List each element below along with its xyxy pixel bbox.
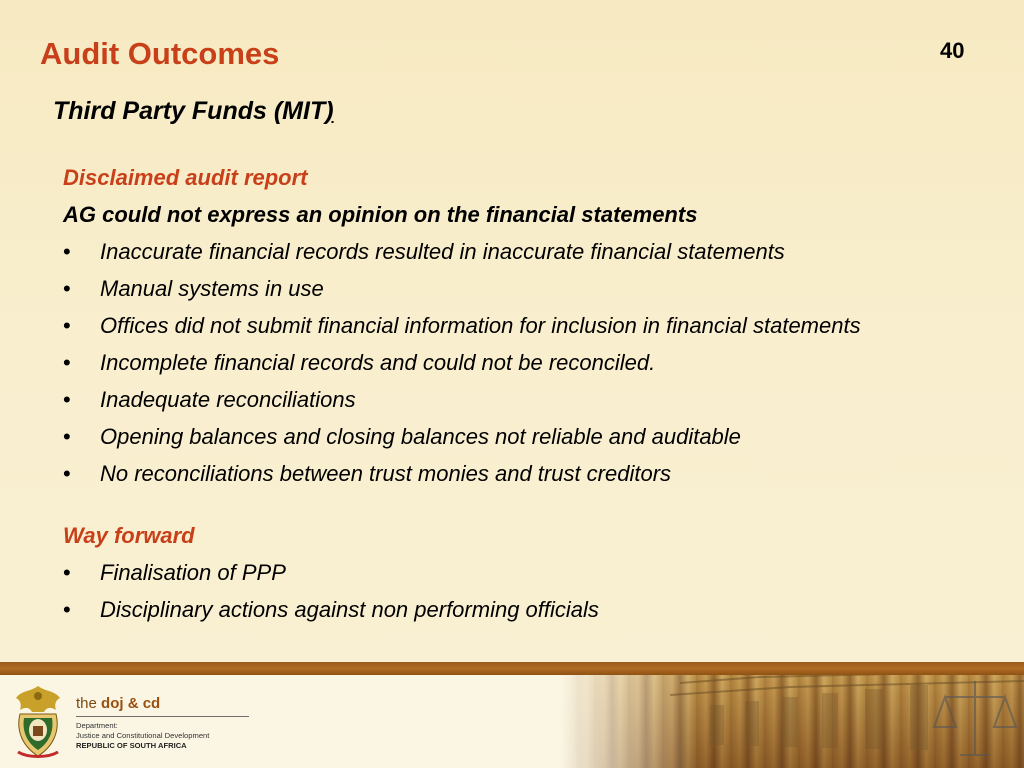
slide-subtitle bbox=[53, 97, 334, 126]
list-item bbox=[63, 312, 971, 339]
bullet-icon: • bbox=[63, 424, 71, 449]
bullet-icon: • bbox=[63, 313, 71, 338]
brand-wordmark bbox=[76, 695, 160, 712]
subtitle-text: Third Party Funds (MIT bbox=[53, 97, 326, 125]
bullet-icon: • bbox=[63, 461, 71, 486]
findings-list bbox=[63, 238, 971, 487]
coat-of-arms-icon bbox=[10, 684, 66, 760]
audit-statement: AG could not express an opinion on the financial statements bbox=[63, 202, 698, 227]
brand-divider bbox=[76, 716, 249, 717]
footer-divider bbox=[0, 662, 1024, 675]
list-item-text: Inaccurate financial records resulted in inaccurate financial statements bbox=[100, 239, 785, 264]
building-illustration bbox=[560, 675, 1024, 768]
bullet-icon: • bbox=[63, 350, 71, 375]
department-details bbox=[76, 721, 209, 751]
country-name: REPUBLIC OF SOUTH AFRICA bbox=[76, 741, 187, 750]
list-item-text: Opening balances and closing balances not reliable and auditable bbox=[100, 424, 741, 449]
scales-of-justice-icon bbox=[934, 681, 1016, 755]
way-forward-list bbox=[63, 559, 971, 623]
list-item bbox=[63, 275, 971, 302]
list-item bbox=[63, 460, 971, 487]
list-item bbox=[63, 238, 971, 265]
slide-content bbox=[63, 164, 971, 633]
list-item bbox=[63, 386, 971, 413]
dept-label: Department: bbox=[76, 721, 118, 730]
list-item bbox=[63, 349, 971, 376]
building-photo bbox=[560, 675, 1024, 768]
page-title: Audit Outcomes bbox=[40, 36, 280, 71]
section-heading-way-forward: Way forward bbox=[63, 523, 195, 548]
list-item bbox=[63, 559, 971, 586]
list-item-text: Inadequate reconciliations bbox=[100, 387, 356, 412]
page-number: 40 bbox=[940, 38, 965, 63]
bullet-icon: • bbox=[63, 560, 71, 585]
list-item bbox=[63, 596, 971, 623]
section-spacer bbox=[63, 497, 971, 522]
bullet-icon: • bbox=[63, 276, 71, 301]
bullet-icon: • bbox=[63, 239, 71, 264]
section-heading-disclaimed: Disclaimed audit report bbox=[63, 165, 308, 190]
slide-footer bbox=[0, 675, 1024, 768]
subtitle-closing-paren: ) bbox=[325, 97, 334, 125]
bullet-icon: • bbox=[63, 387, 71, 412]
brand-name: doj & cd bbox=[101, 695, 161, 712]
list-item-text: Finalisation of PPP bbox=[100, 560, 286, 585]
list-item bbox=[63, 423, 971, 450]
list-item-text: Manual systems in use bbox=[100, 276, 324, 301]
dept-name: Justice and Constitutional Development bbox=[76, 731, 210, 740]
list-item-text: No reconciliations between trust monies and trust creditors bbox=[100, 461, 672, 486]
list-item-text: Incomplete financial records and could not be reconciled. bbox=[100, 350, 656, 375]
brand-prefix: the bbox=[76, 695, 97, 712]
list-item-text: Disciplinary actions against non performing officials bbox=[100, 597, 599, 622]
bullet-icon: • bbox=[63, 597, 71, 622]
list-item-text: Offices did not submit financial information for inclusion in financial statements bbox=[100, 313, 861, 338]
